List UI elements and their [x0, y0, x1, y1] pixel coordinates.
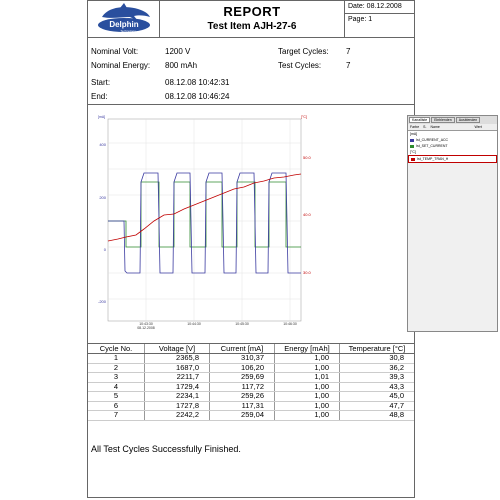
dolphin-icon: [94, 3, 154, 35]
cycle-results-table: [88, 344, 414, 421]
table-row: [88, 354, 414, 364]
trend-chart: [94, 111, 322, 331]
table-cell: 2211,7: [145, 373, 210, 383]
test-cycles-label: Test Cycles:: [278, 61, 322, 70]
nominal-energy-value: 800 mAh: [165, 61, 198, 70]
legend-header-name: Name: [430, 125, 440, 129]
nominal-volt-label: Nominal Volt:: [91, 47, 139, 56]
target-cycles-label: Target Cycles:: [278, 47, 329, 56]
x-tick: 10:46:30: [283, 322, 297, 326]
left-tick: 0: [103, 247, 106, 252]
x-tick: 10:44:30: [187, 322, 201, 326]
right-tick: 40.0: [303, 212, 311, 217]
test-cycles-value: 7: [346, 61, 351, 70]
table-cell: 259,04: [210, 411, 275, 421]
report-meta: [345, 1, 414, 37]
table-cell: 36,2: [340, 363, 415, 373]
report-subtitle: Test Item AJH-27-6: [207, 21, 297, 32]
col-temperature: Temperature [°C]: [340, 344, 415, 354]
legend-header-value: Wert: [474, 125, 482, 129]
nominal-volt-value: 1200 V: [165, 47, 191, 56]
col-energy: Energy [mAh]: [275, 344, 340, 354]
x-tick-date: 08.12.2008: [137, 326, 155, 330]
svg-text:Technology: Technology: [120, 29, 136, 33]
table-cell: 2234,1: [145, 392, 210, 402]
info-left: [91, 45, 230, 104]
table-cell: 310,37: [210, 354, 275, 364]
legend-header-s: S.: [423, 125, 427, 129]
nominal-energy-label: Nominal Energy:: [91, 61, 151, 70]
info-right: [278, 45, 350, 73]
left-tick: 200: [99, 195, 106, 200]
table-cell: 3: [88, 373, 145, 383]
legend-item-label: Ist_SET_CURRENT: [416, 144, 448, 148]
table-cell: 47,7: [340, 401, 415, 411]
report-header: [88, 1, 414, 38]
title-box: [160, 1, 345, 37]
table-cell: 106,20: [210, 363, 275, 373]
legend-tab-show[interactable]: Einblenden: [431, 117, 455, 123]
table-cell: 117,72: [210, 382, 275, 392]
legend-tab-hide[interactable]: Ausblenden: [456, 117, 481, 123]
table-cell: 117,31: [210, 401, 275, 411]
right-tick: 30.0: [303, 270, 311, 275]
start-label: Start:: [91, 78, 111, 87]
left-tick: 400: [99, 142, 106, 147]
table-cell: 1,00: [275, 382, 340, 392]
table-cell: 1: [88, 354, 145, 364]
table-cell: 6: [88, 401, 145, 411]
table-cell: 2: [88, 363, 145, 373]
table-cell: 7: [88, 411, 145, 421]
table-row: [88, 411, 414, 421]
table-cell: 259,69: [210, 373, 275, 383]
svg-text:Delphin: Delphin: [109, 20, 139, 29]
target-cycles-value: 7: [346, 47, 351, 56]
legend-swatch: [410, 139, 414, 142]
legend-swatch: [411, 158, 415, 161]
legend-group-left: [mA]: [408, 131, 497, 137]
x-tick: 10:43:30: [139, 322, 153, 326]
chart-legend: [407, 115, 498, 332]
company-logo: [88, 1, 160, 37]
table-cell: 5: [88, 392, 145, 402]
table-cell: 43,3: [340, 382, 415, 392]
table-cell: 30,8: [340, 354, 415, 364]
table-cell: 1,01: [275, 373, 340, 383]
table-cell: 45,0: [340, 392, 415, 402]
report-title: REPORT: [223, 4, 281, 19]
legend-header-color: Farbe: [410, 125, 420, 129]
left-tick: -200: [97, 299, 106, 304]
table-row: [88, 392, 414, 402]
result-message: All Test Cycles Successfully Finished.: [91, 444, 241, 454]
report-date: Date: 08.12.2008: [345, 1, 414, 14]
legend-item[interactable]: [408, 155, 497, 163]
table-cell: 1687,0: [145, 363, 210, 373]
col-cycle-no: Cycle No.: [88, 344, 145, 354]
table-cell: 1729,4: [145, 382, 210, 392]
table-cell: 1727,8: [145, 401, 210, 411]
left-axis-unit: [mA]: [98, 115, 106, 119]
end-value: 08.12.08 10:46:24: [165, 92, 230, 101]
table-cell: 1,00: [275, 392, 340, 402]
table-cell: 259,26: [210, 392, 275, 402]
col-current: Current [mA]: [210, 344, 275, 354]
end-label: End:: [91, 92, 108, 101]
legend-group-right: [°C]: [408, 149, 497, 155]
table-cell: 48,8: [340, 411, 415, 421]
start-value: 08.12.08 10:42:31: [165, 78, 230, 87]
table-cell: 1,00: [275, 411, 340, 421]
table-cell: 2365,8: [145, 354, 210, 364]
report-page: [87, 0, 482, 498]
table-cell: 1,00: [275, 401, 340, 411]
table-cell: 1,00: [275, 354, 340, 364]
table-cell: 4: [88, 382, 145, 392]
x-tick: 10:45:30: [235, 322, 249, 326]
page-number: Page: 1: [348, 16, 373, 23]
col-voltage: Voltage [V]: [145, 344, 210, 354]
legend-item-label: Ist_CURRENT_ACC: [416, 138, 449, 142]
table-cell: 39,3: [340, 373, 415, 383]
legend-item-label: Ist_TEMP_TRAN_H: [417, 157, 449, 161]
legend-tab-channel-list[interactable]: Kanalliste: [409, 117, 430, 123]
right-axis-unit: [°C]: [301, 115, 307, 119]
table-body: [88, 354, 414, 421]
right-tick: 50.0: [303, 155, 311, 160]
table-cell: 2242,2: [145, 411, 210, 421]
table-row: [88, 373, 414, 383]
legend-swatch: [410, 145, 414, 148]
table-cell: 1,00: [275, 363, 340, 373]
